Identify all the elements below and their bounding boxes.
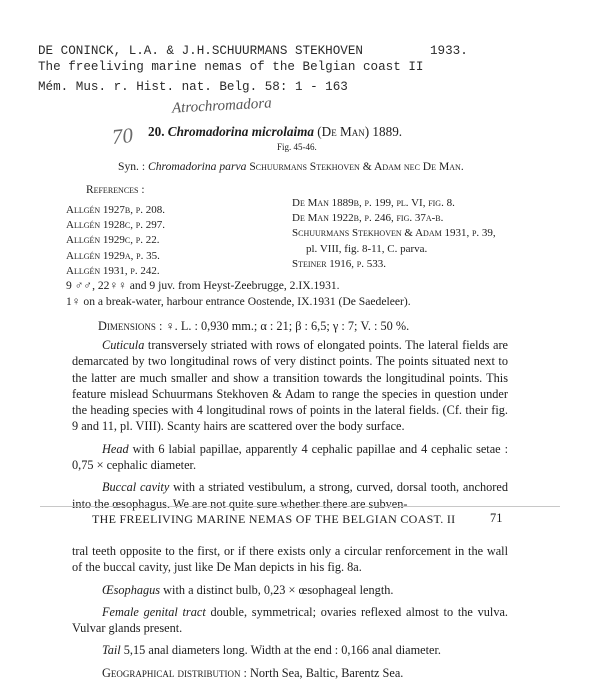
material-item: 1♀ on a break-water, harbour entrance Oostende, IX.1931 (De Saedeleer).: [66, 295, 411, 308]
oesophagus-text: with a distinct bulb, 0,23 × œsophageal length.: [163, 582, 394, 597]
female-paragraph: [72, 604, 508, 637]
distribution-label: Geographical distribution :: [102, 665, 247, 680]
head-label: Head: [102, 441, 129, 456]
citation-year: 1933.: [430, 44, 468, 58]
dimensions-line: [98, 319, 409, 334]
reference-item: Steiner 1916, p. 533.: [292, 257, 387, 270]
reference-item: Allgén 1929c, p. 22.: [66, 234, 160, 247]
handwritten-page-number: 70: [110, 122, 135, 150]
material-list: [66, 278, 411, 310]
citation-line-2: The freeliving marine nemas of the Belgian coast II: [38, 60, 424, 74]
handwritten-genus-note: Atrochromadora: [171, 95, 273, 117]
synonym-line: [118, 160, 464, 173]
reference-item: Allgén 1931, p. 242.: [66, 264, 160, 277]
dimensions-values: ♀. L. : 0,930 mm.; α : 21; β : 6,5; γ : 7; V. : 50 %.: [165, 319, 410, 333]
reference-item: Schuurmans Stekhoven & Adam 1931, p. 39,: [292, 227, 496, 240]
page-break-rule: [40, 506, 560, 507]
synonym-label: Syn. :: [118, 160, 146, 173]
reference-item: Allgén 1929a, p. 35.: [66, 249, 160, 262]
head-text: with 6 labial papillae, apparently 4 cephalic papillae and 4 cephalic setae : 0,75 × cephalic diameter.: [72, 441, 508, 473]
species-number: 20.: [148, 124, 165, 139]
distribution-text: North Sea, Baltic, Barentz Sea.: [250, 665, 404, 680]
running-head-title: THE FREELIVING MARINE NEMAS OF THE BELGIAN COAST. II: [92, 512, 456, 526]
tail-text: 5,15 anal diameters long. Width at the end : 0,166 anal diameter.: [123, 643, 441, 658]
citation-line-1: [38, 44, 363, 58]
cuticula-label: Cuticula: [102, 338, 145, 352]
oesophagus-label: Œsophagus: [102, 582, 161, 597]
species-title: [148, 124, 402, 140]
references-heading: References :: [86, 184, 145, 196]
oesophagus-paragraph: [72, 582, 508, 598]
description-lower: [72, 543, 508, 681]
reference-item: Allgén 1927b, p. 208.: [66, 204, 165, 216]
tail-paragraph: [72, 642, 508, 658]
buccal-paragraph: [72, 479, 508, 512]
species-year: 1889.: [372, 124, 403, 139]
tail-label: Tail: [102, 643, 121, 658]
continuation-paragraph: tral teeth opposite to the first, or if there exists only a circular renforcement in the wall of the buccal cavity, just like De Man depicts in his fig. 8a.: [72, 544, 508, 575]
citation-line-3: Mém. Mus. r. Hist. nat. Belg. 58: 1 - 163: [38, 80, 348, 94]
buccal-text: with a striated vestibulum, a strong, curved, dorsal tooth, anchored into the œsophagus. We are not quite sure whether there are subven-: [72, 480, 508, 511]
female-label: Female genital tract: [102, 604, 206, 619]
material-item: 9 ♂♂, 22♀♀ and 9 juv. from Heyst-Zeebrugge, 2.IX.1931.: [66, 279, 340, 292]
references-left-column: [66, 203, 165, 279]
reference-item: Allgén 1928c, p. 297.: [66, 219, 165, 232]
reference-item: De Man 1889b, p. 199, pl. VI, fig. 8.: [292, 197, 455, 209]
female-text: double, symmetrical; ovaries reflexed almost to the vulva. Vulvar glands present.: [72, 604, 508, 636]
reference-item: De Man 1922b, p. 246, fig. 37a-b.: [292, 212, 444, 225]
synonym-name: Chromadorina parva: [147, 160, 247, 173]
description-upper: [72, 337, 508, 512]
cuticula-paragraph: [72, 337, 508, 435]
species-name: Chromadorina microlaima: [167, 124, 314, 139]
distribution-paragraph: [72, 665, 508, 681]
figure-reference: Fig. 45-46.: [277, 142, 317, 152]
synonym-authority: Schuurmans Stekhoven & Adam nec De Man.: [249, 160, 464, 173]
cuticula-text: transversely striated with rows of elongated points. The lateral fields are demarcated by two longitudinal rows of very distinct points. The points situated next to the latter are much smaller and show a transition towards the longitudinal points. This feature mislead Schuurmans Stekhoven & Adam to range the species in question under the heading species with 4 longitudinal rows of points in the lateral fields. (Cf. their fig. 9 and 11, pl. VIII). Scanty hairs are scattered over the body surface.: [72, 338, 508, 434]
buccal-label: Buccal cavity: [102, 480, 170, 495]
head-paragraph: [72, 441, 508, 474]
dimensions-label: Dimensions :: [98, 319, 163, 333]
citation-authors: DE CONINCK, L.A. & J.H.SCHUURMANS STEKHOVEN: [38, 44, 363, 58]
reference-item: pl. VIII, fig. 8-11, C. parva.: [306, 242, 428, 255]
running-head-page-number: 71: [490, 511, 503, 525]
references-right-column: [292, 196, 496, 272]
species-author: (De Man): [317, 124, 370, 139]
